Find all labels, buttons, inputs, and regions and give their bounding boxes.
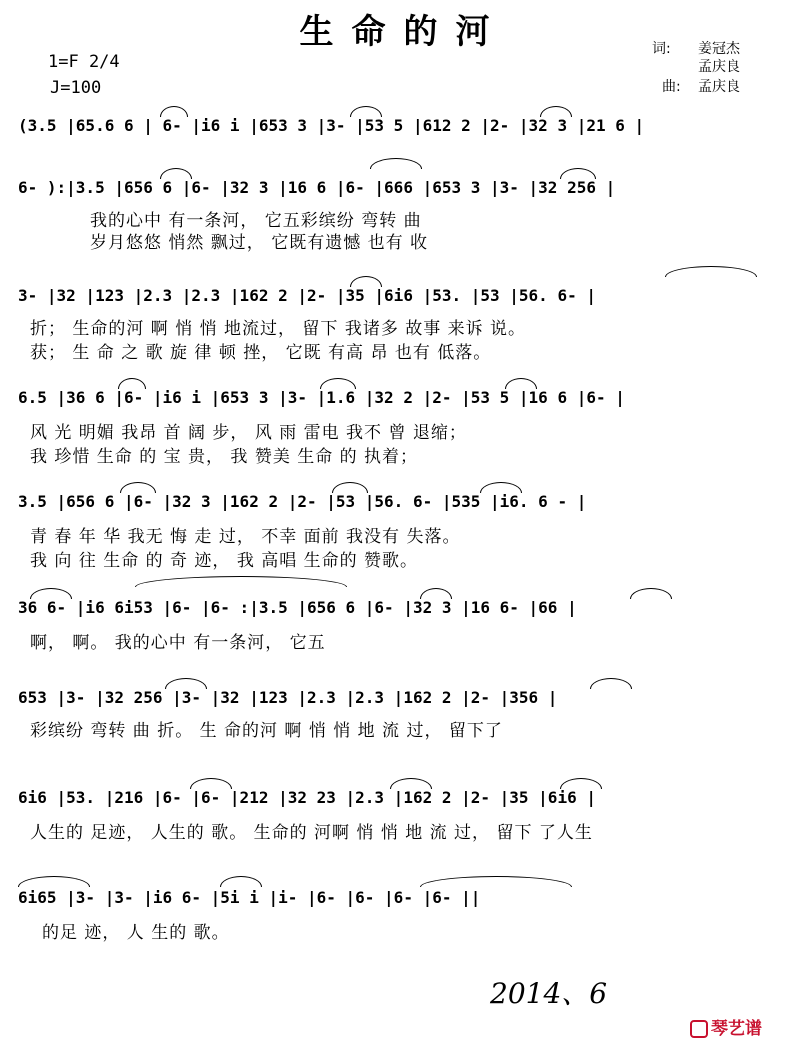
key-signature: 1=F 2/4: [48, 52, 120, 72]
slur-mark: [370, 158, 422, 169]
notation-line-5: 3.5 |656 6 |6- |32 3 |162 2 |2- |53 |56. 6- |535 |i6. 6 - |: [18, 492, 587, 511]
slur-mark: [505, 378, 537, 389]
notation-line-2: 6- ):|3.5 |656 6 |6- |32 3 |16 6 |6- |666 |653 3 |3- |32 256 |: [18, 178, 616, 197]
lyrics-4-verse-2: 我 珍惜 生命 的 宝 贵， 我 赞美 生命 的 执着；: [30, 447, 419, 467]
slur-mark: [630, 588, 672, 599]
watermark-logo: [690, 1014, 762, 1039]
slur-mark: [420, 588, 452, 599]
lyrics-3-verse-1: 折； 生命的河 啊 悄 悄 地流过， 留下 我诸多 故事 来诉 说。: [30, 319, 527, 339]
slur-mark: [118, 378, 146, 389]
composer-label: 曲:: [662, 79, 681, 95]
lyrics-2-verse-2: 岁月悠悠 悄然 飘过， 它既有遗憾 也有 收: [90, 233, 429, 253]
notation-line-7: 653 |3- |32 256 |3- |32 |123 |2.3 |2.3 |162 2 |2- |356 |: [18, 688, 558, 707]
song-title: 生命的河: [299, 12, 508, 52]
slur-mark: [540, 106, 572, 117]
slur-mark: [135, 576, 347, 587]
tempo-marking: J=100: [50, 78, 102, 98]
slur-mark: [220, 876, 262, 887]
slur-mark: [190, 778, 232, 789]
notation-line-3: 3- |32 |123 |2.3 |2.3 |162 2 |2- |35 |6i6 |53. |53 |56. 6- |: [18, 286, 596, 305]
slur-mark: [120, 482, 156, 493]
slur-mark: [160, 106, 188, 117]
slur-mark: [665, 266, 757, 277]
slur-mark: [165, 678, 207, 689]
lyrics-4-verse-1: 风 光 明媚 我昂 首 阔 步， 风 雨 雷电 我不 曾 退缩；: [30, 423, 467, 443]
notation-line-4: 6.5 |36 6 |6- |i6 i |653 3 |3- |1.6 |32 2 |2- |53 5 |16 6 |6- |: [18, 388, 625, 407]
slur-mark: [480, 482, 522, 493]
notation-line-6: 36 6- |i6 6i53 |6- |6- :|3.5 |656 6 |6- |32 3 |16 6- |66 |: [18, 598, 577, 617]
slur-mark: [320, 378, 356, 389]
composition-date: 2014、6: [490, 977, 608, 1010]
slur-mark: [18, 876, 90, 887]
slur-mark: [350, 106, 382, 117]
slur-mark: [560, 168, 596, 179]
lyrics-7: 彩缤纷 弯转 曲 折。 生 命的河 啊 悄 悄 地 流 过， 留下了: [30, 721, 503, 741]
lyricist-name-1: 姜冠杰: [698, 41, 740, 57]
lyricist-name-2: 孟庆良: [698, 59, 740, 75]
slur-mark: [560, 778, 602, 789]
slur-mark: [30, 588, 72, 599]
slur-mark: [420, 876, 572, 887]
lyricist-label: 词:: [652, 41, 671, 57]
slur-mark: [590, 678, 632, 689]
lyrics-5-verse-1: 青 春 年 华 我无 悔 走 过， 不幸 面前 我没有 失落。: [30, 527, 461, 547]
lyrics-8: 人生的 足迹， 人生的 歌。 生命的 河啊 悄 悄 地 流 过， 留下 了人生: [30, 823, 593, 843]
slur-mark: [332, 482, 368, 493]
slur-mark: [160, 168, 192, 179]
lyrics-3-verse-2: 获； 生 命 之 歌 旋 律 顿 挫， 它既 有高 昂 也有 低落。: [30, 343, 492, 363]
lyrics-6: 啊， 啊。 我的心中 有一条河， 它五: [30, 633, 326, 653]
slur-mark: [390, 778, 432, 789]
notation-line-1: (3.5 |65.6 6 | 6- |i6 i |653 3 |3- |53 5 |612 2 |2- |32 3 |21 6 |: [18, 116, 645, 135]
notation-line-9: 6i65 |3- |3- |i6 6- |5i i |i- |6- |6- |6- |6- ||: [18, 888, 481, 907]
lyrics-2-verse-1: 我的心中 有一条河， 它五彩缤纷 弯转 曲: [90, 211, 422, 231]
watermark-text: 琴艺谱: [711, 1019, 762, 1039]
qinyipu-logo-icon: [690, 1020, 708, 1038]
slur-mark: [350, 276, 382, 287]
lyrics-5-verse-2: 我 向 往 生命 的 奇 迹， 我 高唱 生命的 赞歌。: [30, 551, 419, 571]
notation-line-8: 6i6 |53. |216 |6- |6- |212 |32 23 |2.3 |162 2 |2- |35 |6i6 |: [18, 788, 596, 807]
composer-name: 孟庆良: [698, 79, 740, 95]
lyrics-9: 的足 迹， 人 生的 歌。: [42, 923, 230, 943]
